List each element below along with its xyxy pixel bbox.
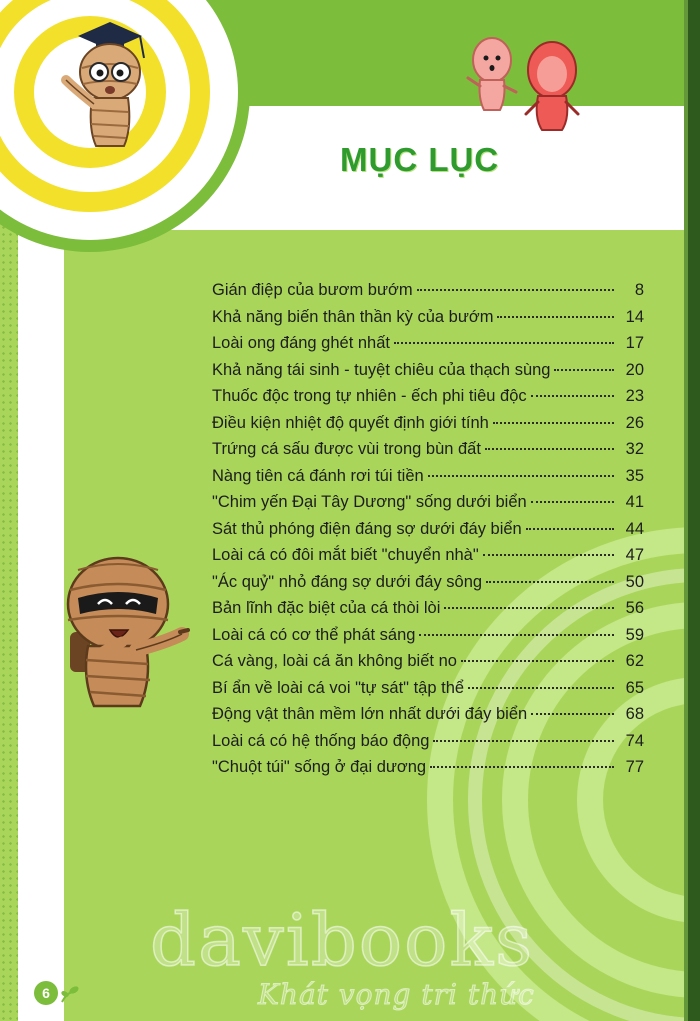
toc-entry <box>212 520 644 547</box>
watermark-brand: davibooks <box>150 898 535 982</box>
toc-leader-dots <box>486 581 614 583</box>
toc-entry <box>212 599 644 626</box>
watermark-slogan: Khát vọng tri thức <box>258 978 535 1011</box>
toc-entry <box>212 440 644 467</box>
toc-entry-page: 47 <box>625 546 644 564</box>
toc-entry <box>212 652 644 679</box>
toc-leader-dots <box>417 289 614 291</box>
toc-entry <box>212 414 644 441</box>
toc-entry-title: Khả năng tái sinh - tuyệt chiêu của thạch sùng <box>212 360 551 379</box>
toc-entry <box>212 281 644 308</box>
toc-leader-dots <box>485 448 614 450</box>
toc-entry-title: "Chim yến Đại Tây Dương" sống dưới biển <box>212 493 527 511</box>
toc-entry-page: 62 <box>625 652 644 670</box>
toc-leader-dots <box>493 422 614 424</box>
toc-leader-dots <box>433 740 614 742</box>
toc-entry <box>212 679 644 706</box>
toc-leader-dots <box>444 607 614 609</box>
toc-leader-dots <box>461 660 614 662</box>
toc-entry <box>212 308 644 335</box>
toc-entry <box>212 758 644 785</box>
toc-entry-title: Loài ong đáng ghét nhất <box>212 334 390 352</box>
toc-leader-dots <box>483 554 614 556</box>
toc-entry-title: Loài cá có đôi mắt biết "chuyển nhà" <box>212 546 479 564</box>
toc-entry-title: Nàng tiên cá đánh rơi túi tiền <box>212 466 424 485</box>
toc-entry <box>212 387 644 414</box>
toc-entry-page: 14 <box>625 307 644 326</box>
toc-entry-page: 50 <box>625 572 644 591</box>
toc-entry <box>212 573 644 600</box>
toc-entry <box>212 493 644 520</box>
toc-entry-title: "Chuột túi" sống ở đại dương <box>212 758 427 776</box>
table-of-contents <box>212 281 644 785</box>
page-number: 6 <box>34 981 58 1005</box>
page-right-edge-shade <box>684 0 688 1021</box>
toc-entry-title: "Ác quỷ" nhỏ đáng sợ dưới đáy sông <box>212 572 483 591</box>
toc-entry-page: 59 <box>625 625 644 644</box>
toc-entry-title: Cá vàng, loài cá ăn không biết no <box>212 652 457 670</box>
toc-entry <box>212 626 644 653</box>
toc-leader-dots <box>554 369 614 371</box>
toc-leader-dots <box>430 766 614 768</box>
toc-entry-title: Khả năng biến thân thần kỳ của bướm <box>212 307 494 326</box>
toc-leader-dots <box>428 475 614 477</box>
toc-entry-title: Bí ẩn về loài cá voi "tự sát" tập thể <box>212 678 465 697</box>
toc-leader-dots <box>531 713 614 715</box>
toc-entry-page: 32 <box>625 440 644 458</box>
toc-entry <box>212 334 644 361</box>
sprout-icon <box>58 984 80 1004</box>
toc-leader-dots <box>531 501 614 503</box>
toc-entry-title: Động vật thân mềm lớn nhất dưới đáy biển <box>212 705 528 723</box>
toc-entry-title: Loài cá có hệ thống báo động <box>212 731 430 750</box>
toc-entry-page: 68 <box>625 705 644 723</box>
toc-entry-page: 41 <box>625 493 644 511</box>
toc-leader-dots <box>419 634 614 636</box>
toc-entry-page: 8 <box>634 281 644 299</box>
toc-entry-title: Loài cá có cơ thể phát sáng <box>212 625 416 644</box>
toc-entry-page: 26 <box>625 413 644 432</box>
toc-entry-page: 77 <box>625 758 644 776</box>
toc-entry-page: 17 <box>625 334 644 352</box>
toc-entry <box>212 467 644 494</box>
page-title: MỤC LỤC <box>340 141 500 178</box>
toc-entry-title: Trứng cá sấu được vùi trong bùn đất <box>212 440 481 458</box>
toc-entry-title: Gián điệp của bươm bướm <box>212 281 413 299</box>
toc-entry-page: 74 <box>625 731 644 750</box>
toc-entry-page: 65 <box>625 678 644 697</box>
toc-leader-dots <box>497 316 614 318</box>
toc-entry-title: Sát thủ phóng điện đáng sợ dưới đáy biển <box>212 519 522 538</box>
toc-leader-dots <box>394 342 614 344</box>
toc-entry-page: 44 <box>625 519 644 538</box>
toc-entry-page: 35 <box>625 466 644 485</box>
toc-entry <box>212 546 644 573</box>
toc-entry-title: Điều kiện nhiệt độ quyết định giới tính <box>212 413 489 432</box>
toc-leader-dots <box>468 687 614 689</box>
toc-leader-dots <box>531 395 614 397</box>
toc-entry-page: 56 <box>625 599 644 617</box>
toc-leader-dots <box>526 528 614 530</box>
toc-entry <box>212 732 644 759</box>
toc-entry-title: Thuốc độc trong tự nhiên - ếch phi tiêu độc <box>212 387 527 405</box>
toc-entry-page: 23 <box>625 387 644 405</box>
toc-entry-title: Bản lĩnh đặc biệt của cá thòi lòi <box>212 599 441 617</box>
toc-entry-page: 20 <box>625 360 644 379</box>
toc-entry <box>212 361 644 388</box>
toc-entry <box>212 705 644 732</box>
